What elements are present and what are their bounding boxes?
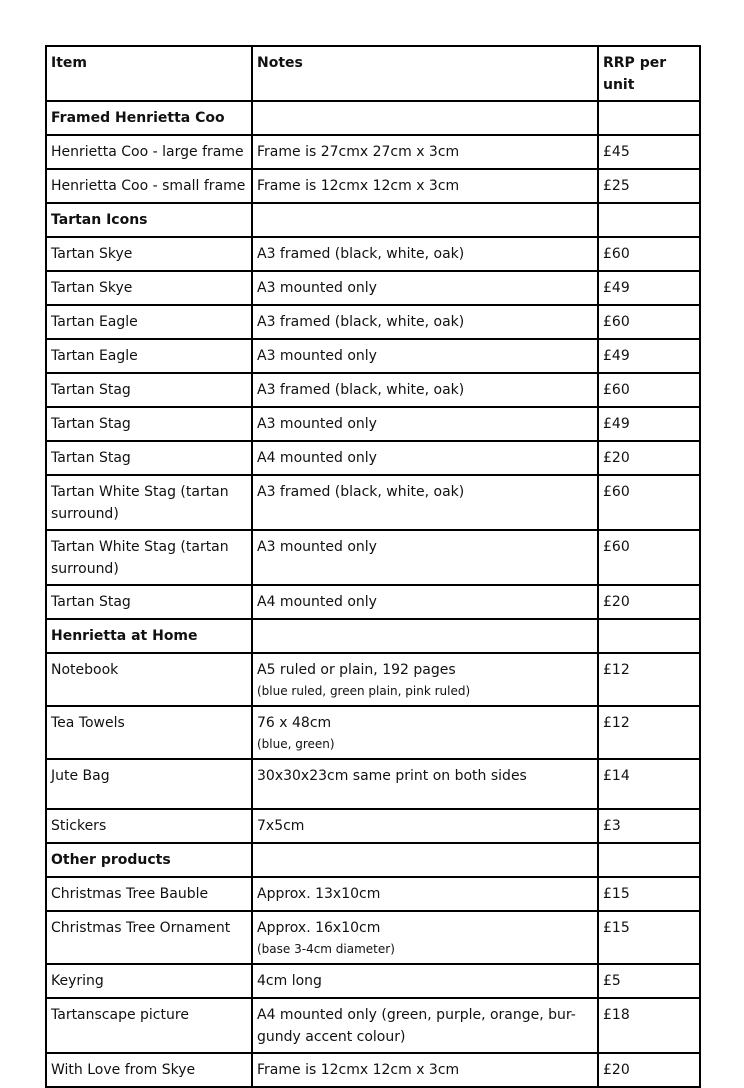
table-row <box>46 998 700 1053</box>
item-name: Tartan Stag <box>46 373 252 407</box>
table-row <box>46 475 700 530</box>
item-notes <box>252 271 598 305</box>
item-rrp: £15 <box>598 911 700 964</box>
item-notes <box>252 809 598 843</box>
item-name: Tartan White Stag (tartan surround) <box>46 530 252 585</box>
header-notes: Notes <box>252 46 598 101</box>
section-title: Framed Henrietta Coo <box>46 101 252 135</box>
notes-text: A3 framed (black, white, oak) <box>257 246 465 262</box>
item-notes <box>252 203 598 237</box>
item-rrp <box>598 203 700 237</box>
table-row <box>46 530 700 585</box>
item-notes <box>252 759 598 809</box>
section-title: Tartan Icons <box>46 203 252 237</box>
notes-text: Frame is 12cmx 12cm x 3cm <box>257 1062 460 1078</box>
item-name: Notebook <box>46 653 252 706</box>
item-name: Henrietta Coo - large frame <box>46 135 252 169</box>
notes-subtext: (base 3-4cm diameter) <box>257 942 395 956</box>
table-row <box>46 373 700 407</box>
item-notes <box>252 998 598 1053</box>
item-rrp: £18 <box>598 998 700 1053</box>
table-row <box>46 585 700 619</box>
item-name: Tartan White Stag (tartan surround) <box>46 475 252 530</box>
item-notes <box>252 441 598 475</box>
section-row <box>46 203 700 237</box>
item-rrp: £60 <box>598 475 700 530</box>
item-rrp: £25 <box>598 169 700 203</box>
table-row <box>46 237 700 271</box>
item-rrp: £45 <box>598 135 700 169</box>
item-notes <box>252 619 598 653</box>
item-notes <box>252 706 598 759</box>
table-row <box>46 1053 700 1087</box>
item-name: Tartan Stag <box>46 585 252 619</box>
section-title: Henrietta at Home <box>46 619 252 653</box>
item-notes <box>252 877 598 911</box>
notes-text: A3 framed (black, white, oak) <box>257 382 465 398</box>
item-name: Tartan Stag <box>46 407 252 441</box>
table-header-row <box>46 46 700 101</box>
item-notes <box>252 964 598 998</box>
table-row <box>46 809 700 843</box>
item-rrp <box>598 843 700 877</box>
item-rrp <box>598 101 700 135</box>
item-name: Tartan Skye <box>46 237 252 271</box>
table-row <box>46 911 700 964</box>
section-row <box>46 843 700 877</box>
header-item: Item <box>46 46 252 101</box>
table-row <box>46 877 700 911</box>
item-name: Henrietta Coo - small frame <box>46 169 252 203</box>
table-body <box>46 101 700 1087</box>
notes-text: A5 ruled or plain, 192 pages <box>257 662 456 678</box>
item-notes <box>252 101 598 135</box>
header-rrp: RRP per unit <box>598 46 700 101</box>
notes-subtext: (blue, green) <box>257 737 335 751</box>
notes-text: Approx. 13x10cm <box>257 886 381 902</box>
item-rrp: £49 <box>598 339 700 373</box>
notes-text: Approx. 16x10cm <box>257 920 381 936</box>
item-rrp: £60 <box>598 530 700 585</box>
item-notes <box>252 530 598 585</box>
table-row <box>46 305 700 339</box>
item-rrp: £49 <box>598 271 700 305</box>
table-row <box>46 169 700 203</box>
table-row <box>46 271 700 305</box>
item-name: Christmas Tree Bauble <box>46 877 252 911</box>
item-notes <box>252 135 598 169</box>
item-rrp: £49 <box>598 407 700 441</box>
notes-text: A3 framed (black, white, oak) <box>257 484 465 500</box>
item-name: Tartanscape picture <box>46 998 252 1053</box>
item-rrp: £15 <box>598 877 700 911</box>
item-rrp: £14 <box>598 759 700 809</box>
item-rrp: £60 <box>598 305 700 339</box>
notes-text: A3 mounted only <box>257 280 377 296</box>
item-rrp: £20 <box>598 441 700 475</box>
item-rrp: £60 <box>598 237 700 271</box>
item-notes <box>252 373 598 407</box>
notes-text: A3 mounted only <box>257 348 377 364</box>
item-name: Tea Towels <box>46 706 252 759</box>
notes-text: 7x5cm <box>257 818 305 834</box>
item-notes <box>252 585 598 619</box>
notes-subtext: (blue ruled, green plain, pink ruled) <box>257 684 471 698</box>
item-name: Christmas Tree Ornament <box>46 911 252 964</box>
price-table <box>45 45 701 1088</box>
notes-text: A3 mounted only <box>257 416 377 432</box>
item-rrp: £12 <box>598 653 700 706</box>
item-notes <box>252 339 598 373</box>
table-row <box>46 407 700 441</box>
item-rrp: £20 <box>598 1053 700 1087</box>
item-notes <box>252 843 598 877</box>
item-notes <box>252 237 598 271</box>
notes-text: A3 mounted only <box>257 539 377 555</box>
item-rrp: £3 <box>598 809 700 843</box>
item-notes <box>252 1053 598 1087</box>
item-notes <box>252 407 598 441</box>
item-name: Jute Bag <box>46 759 252 809</box>
section-row <box>46 619 700 653</box>
notes-text: Frame is 27cmx 27cm x 3cm <box>257 144 460 160</box>
item-notes <box>252 475 598 530</box>
item-rrp: £5 <box>598 964 700 998</box>
section-title: Other products <box>46 843 252 877</box>
table-row <box>46 135 700 169</box>
notes-text: 76 x 48cm <box>257 715 332 731</box>
item-name: Tartan Skye <box>46 271 252 305</box>
item-notes <box>252 911 598 964</box>
table-row <box>46 964 700 998</box>
item-name: Tartan Stag <box>46 441 252 475</box>
item-rrp <box>598 619 700 653</box>
notes-text: 30x30x23cm same print on both sides <box>257 768 527 784</box>
table-row <box>46 339 700 373</box>
item-name: Tartan Eagle <box>46 339 252 373</box>
notes-text: 4cm long <box>257 973 322 989</box>
notes-text: A4 mounted only <box>257 450 377 466</box>
section-row <box>46 101 700 135</box>
notes-text: Frame is 12cmx 12cm x 3cm <box>257 178 460 194</box>
item-notes <box>252 653 598 706</box>
table-row <box>46 759 700 809</box>
table-row <box>46 441 700 475</box>
item-name: Keyring <box>46 964 252 998</box>
notes-text: A4 mounted only <box>257 594 377 610</box>
table-row <box>46 706 700 759</box>
item-rrp: £60 <box>598 373 700 407</box>
table-row <box>46 653 700 706</box>
item-name: Tartan Eagle <box>46 305 252 339</box>
item-notes <box>252 305 598 339</box>
item-rrp: £20 <box>598 585 700 619</box>
item-name: Stickers <box>46 809 252 843</box>
notes-text: A3 framed (black, white, oak) <box>257 314 465 330</box>
notes-text: A4 mounted only (green, purple, orange, bur-gundy accent colour) <box>257 1007 576 1045</box>
item-rrp: £12 <box>598 706 700 759</box>
item-name: With Love from Skye <box>46 1053 252 1087</box>
item-notes <box>252 169 598 203</box>
